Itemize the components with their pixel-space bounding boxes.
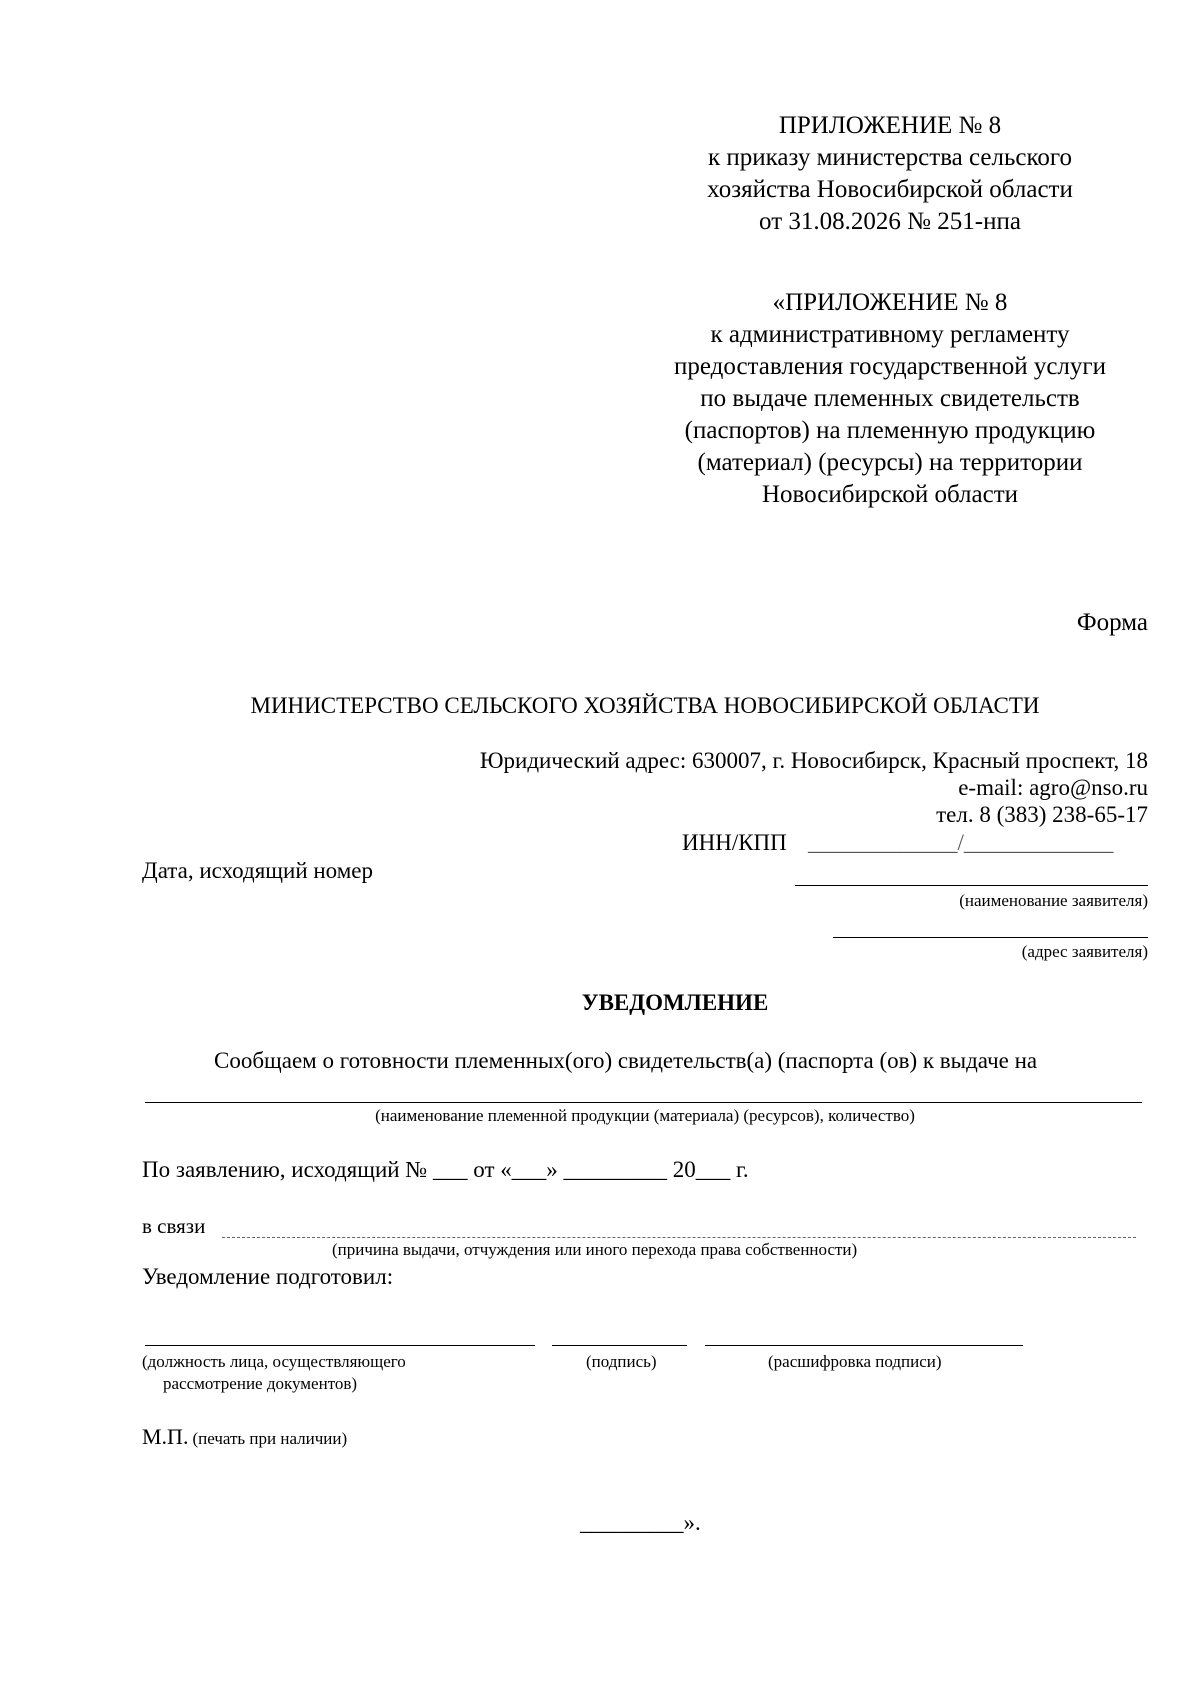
reason-caption: (причина выдачи, отчуждения или иного перехода права собственности) [332, 1240, 858, 1259]
prepared-by-label: Уведомление подготовил: [142, 1264, 394, 1289]
position-caption: (должность лица, осуществляющего [142, 1352, 406, 1371]
position-caption-cont: рассмотрение документов) [163, 1374, 358, 1393]
inn-label: ИНН/КПП [682, 830, 787, 855]
stamp-block [142, 1424, 347, 1450]
decode-line [705, 1345, 1023, 1346]
closing-mark [580, 1510, 701, 1536]
regulation-line: по выдаче племенных свидетельств [700, 385, 1080, 412]
date-label: Дата, исходящий номер [142, 858, 374, 883]
form-label: Форма [1076, 609, 1148, 636]
reason-label: в связи [142, 1214, 206, 1238]
legal-address: Юридический адрес: 630007, г. Новосибирск, Красный проспект, 18 [479, 748, 1148, 773]
notice-title: УВЕДОМЛЕНИЕ [581, 990, 769, 1015]
appendix-line: от 31.08.2026 № 251-нпа [759, 208, 1021, 235]
regulation-block [630, 287, 1150, 511]
appendix-line: к приказу министерства сельского [707, 144, 1072, 171]
applicant-address-line [833, 937, 1148, 938]
notice-text: Сообщаем о готовности племенных(ого) свидетельств(а) (паспорта (ов) к выдаче на [214, 1048, 1038, 1073]
decode-caption: (расшифровка подписи) [768, 1352, 942, 1371]
regulation-line: (паспортов) на племенную продукцию [684, 417, 1096, 444]
appendix-title: ПРИЛОЖЕНИЕ № 8 [778, 112, 1002, 139]
stamp-label: М.П. [142, 1424, 189, 1449]
phone-text: тел. 8 (383) 238-65-17 [936, 802, 1148, 827]
applicant-name-caption: (наименование заявителя) [959, 891, 1148, 910]
appendix-line: хозяйства Новосибирской области [707, 176, 1073, 203]
regulation-line: предоставления государственной услуги [673, 353, 1107, 380]
regulation-title: «ПРИЛОЖЕНИЕ № 8 [772, 289, 1008, 316]
applicant-address-caption: (адрес заявителя) [1021, 942, 1148, 961]
product-line [145, 1102, 1142, 1103]
appendix-block [630, 110, 1150, 238]
ministry-name: МИНИСТЕРСТВО СЕЛЬСКОГО ХОЗЯЙСТВА НОВОСИБИРСКОЙ ОБЛАСТИ [250, 693, 1040, 718]
closing-blank: _________ [580, 1510, 684, 1535]
signature-caption: (подпись) [586, 1352, 657, 1371]
stamp-caption: (печать при наличии) [192, 1429, 348, 1448]
inn-kpp-blank: _____________/_____________ [808, 830, 1114, 855]
applicant-name-line [795, 885, 1148, 886]
signature-line [552, 1345, 687, 1346]
email-text: e-mail: agro@nso.ru [958, 775, 1148, 800]
regulation-line: к административному регламенту [710, 321, 1070, 348]
closing-quote: ». [683, 1510, 701, 1535]
application-line: По заявлению, исходящий № ___ от «___» _________ 20___ г. [142, 1157, 749, 1182]
regulation-line: Новосибирской области [761, 481, 1019, 508]
reason-line [222, 1237, 1136, 1238]
product-caption: (наименование племенной продукции (материала) (ресурсов), количество) [375, 1106, 915, 1125]
regulation-line: (материал) (ресурсы) на территории [697, 449, 1083, 476]
position-line [145, 1345, 535, 1346]
